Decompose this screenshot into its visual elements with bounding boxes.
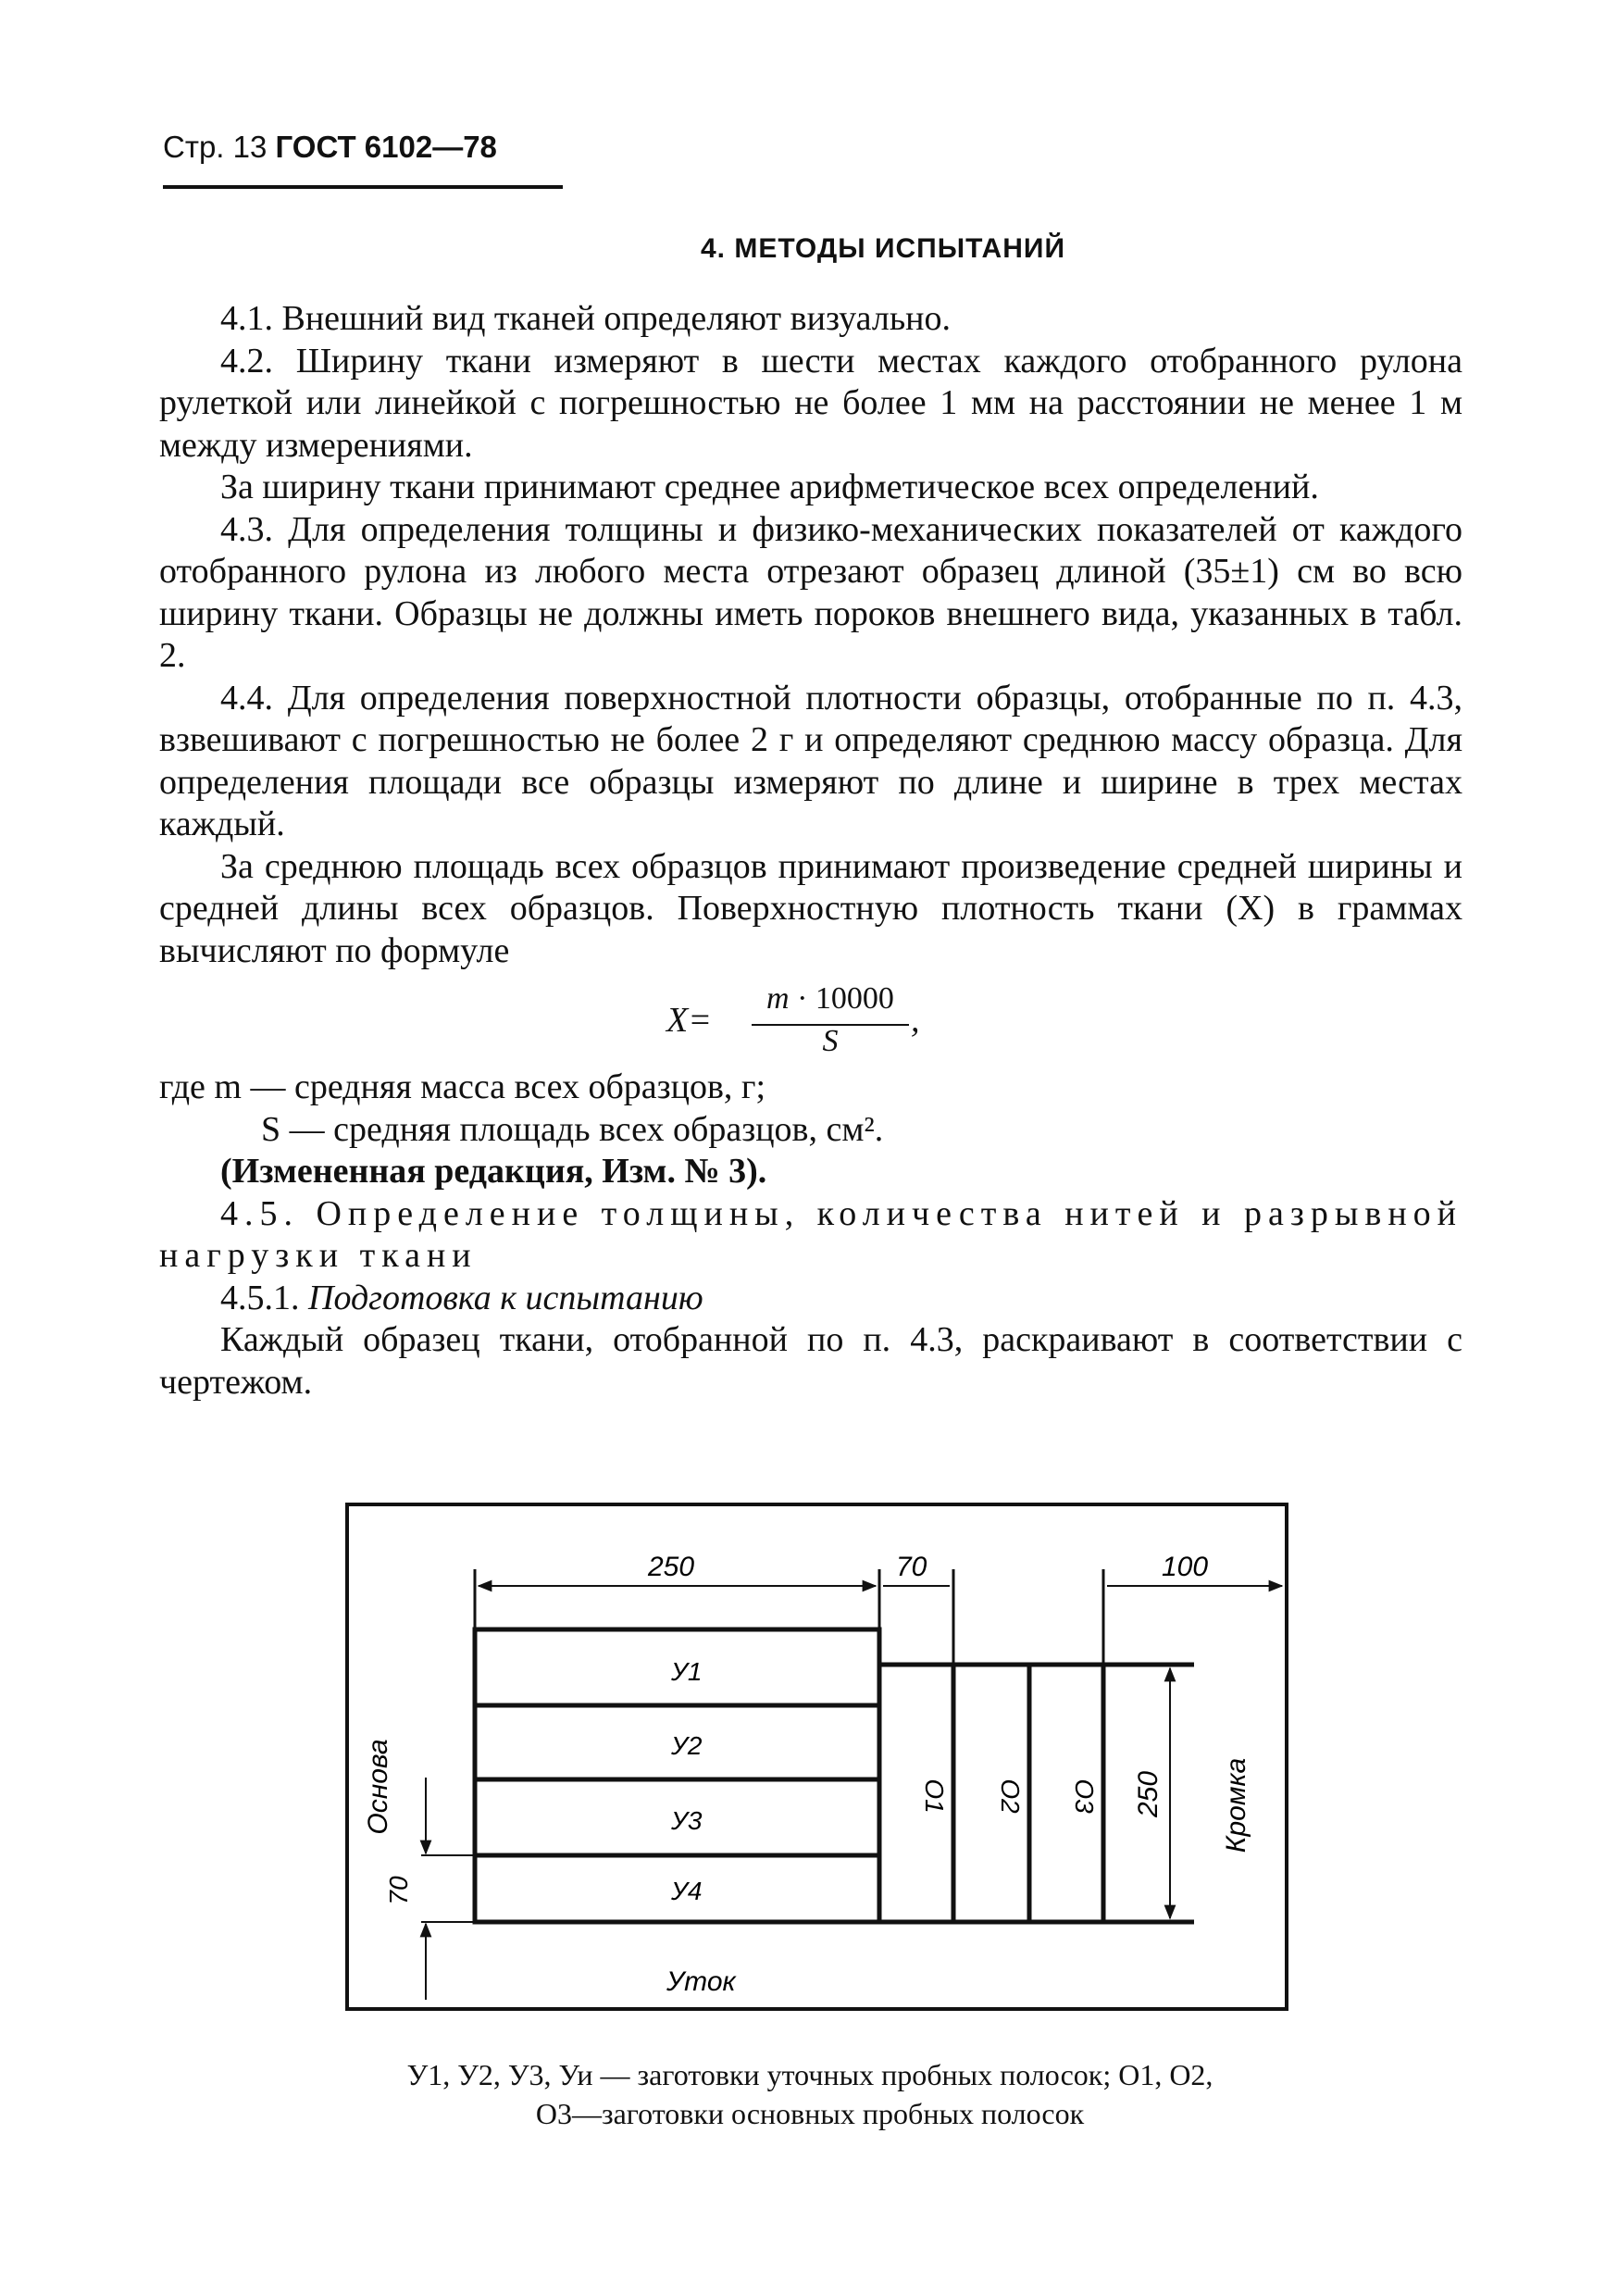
label-o3: О3 [1070,1778,1099,1814]
label-o2: О2 [996,1778,1025,1814]
label-u3: У3 [671,1806,703,1835]
paragraph-4-5-1-text: Каждый образец ткани, отобранной по п. 4.3, раскраивают в соответствии с чертежом. [159,1320,1462,1402]
label-kromka: Кромка [1221,1757,1251,1853]
paragraph-4-5-1 [159,1278,1462,1320]
formula-num-var: m [766,981,790,1016]
dim-100-label: 100 [1162,1552,1209,1582]
dim-70-side-label: 70 [384,1876,413,1905]
formula-comma: , [911,1001,920,1040]
label-o1: О1 [920,1778,949,1814]
formula-num-rest: · 10000 [789,981,894,1016]
label-utok: Уток [666,1966,736,1997]
where-s: S — средняя площадь всех образцов, см². [261,1109,884,1149]
section-title: 4. МЕТОДЫ ИСПЫТАНИЙ [701,233,1065,264]
caption-line-2: О3—заготовки основных пробных полосок [535,2097,1085,2130]
amendment-note: (Измененная редакция, Изм. № 3). [220,1152,767,1191]
paragraph-4-3: 4.3. Для определения толщины и физико-механических показателей от каждого отобранного рулона из любого места отрезают образец длиной (35±1) см во всю ширину ткани. Образцы не должны иметь пороков внешнего вида, указанных в табл. 2. [159,509,1462,675]
label-u4: У4 [671,1877,703,1905]
dim-250-top-label: 250 [648,1552,695,1582]
formula-denominator: S [822,1023,839,1058]
where-m: где m — средняя масса всех образцов, г; [159,1067,766,1106]
dim-70-top-label: 70 [896,1552,927,1582]
standard-code: ГОСТ 6102—78 [275,130,497,164]
paragraph-4-5-1-title: Подготовка к испытанию [308,1278,703,1317]
label-u1: У1 [671,1657,703,1686]
page-label: Стр. 13 [163,130,268,164]
paragraph-4-4-area: За среднюю площадь всех образцов принимают произведение средней ширины и средней длины всех образцов. Поверхностную плотность ткани (X) в граммах вычисляют по формуле [159,846,1462,970]
caption-line-1: У1, У2, У3, Уи — заготовки уточных пробных полосок; О1, О2, [406,2058,1214,2091]
formula-numerator [752,978,909,1020]
paragraph-4-5: 4.5. Определение толщины, количества нитей и разрывной нагрузки ткани [159,1193,1462,1275]
label-osnova: Основа [363,1739,393,1835]
paragraph-4-2: 4.2. Ширину ткани измеряют в шести местах каждого отобранного рулона рулеткой или линейкой с погрешностью не более 1 мм на расстоянии не менее 1 м между измерениями. [159,341,1462,465]
formula-fraction [752,978,909,1057]
formula-lhs: X= [666,1001,712,1040]
paragraph-4-5-1-num: 4.5.1. [220,1278,300,1317]
outer-frame [347,1504,1287,2009]
cutting-diagram [342,1500,1296,2023]
label-u2: У2 [671,1731,703,1760]
document-body [159,298,1462,1404]
paragraph-4-1: 4.1. Внешний вид тканей определяют визуально. [220,299,951,338]
paragraph-4-4: 4.4. Для определения поверхностной плотности образцы, отобранные по п. 4.3, взвешивают с погрешностью не более 2 г и определяют среднюю массу образца. Для определения площади все образцы измеряют по длине и ширине в трех местах каждый. [159,678,1462,843]
paragraph-4-2-width: За ширину ткани принимают среднее арифметическое всех определений. [220,468,1319,506]
figure-caption [278,2055,1342,2133]
page-header [163,130,563,189]
density-formula [159,978,1462,1067]
dim-250-side-label: 250 [1133,1770,1164,1818]
